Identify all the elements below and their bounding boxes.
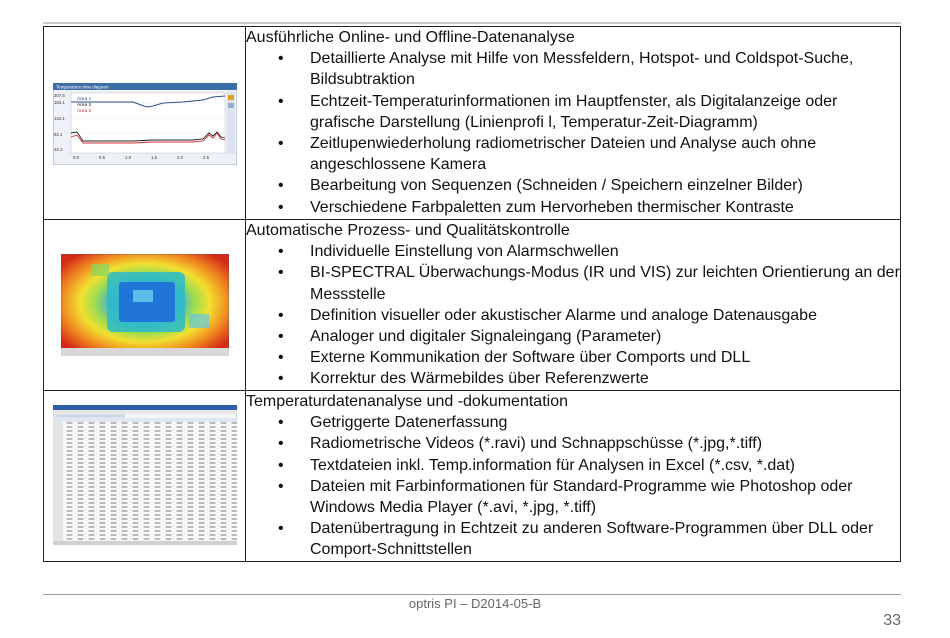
legend-area-1: Area 1 (76, 97, 91, 102)
x-tick: 0.0 (72, 155, 79, 160)
temperature-time-diagram-image (53, 83, 237, 165)
x-tick: 1.5 (150, 155, 157, 160)
section-heading: Ausführliche Online- und Offline-Datenanalyse (246, 29, 575, 46)
bullet-item: • Definition visueller oder akustischer Alarme und analoge Datenausgabe (278, 305, 900, 326)
bullet-item: • Individuelle Einstellung von Alarmschwellen (278, 241, 900, 262)
bullet-item: • Korrektur des Wärmebildes über Referenzwerte (278, 368, 900, 389)
bullet-list (246, 412, 900, 560)
thermal-image-thumbnail (61, 254, 229, 356)
y-tick: 84.1 (53, 132, 62, 137)
top-rule (43, 22, 901, 24)
text-cell-process-control (246, 220, 901, 391)
bullet-item: • Detaillierte Analyse mit Hilfe von Messfeldern, Hotspot- und Coldspot-Suche, Bildsubtraktion (278, 48, 900, 90)
bullet-item: • Textdateien inkl. Temp.information für Analysen in Excel (*.csv, *.dat) (278, 455, 900, 476)
x-tick: 2.5 (202, 155, 209, 160)
page-number: 33 (883, 612, 901, 629)
thumb-cell-data-documentation (44, 391, 246, 562)
text-cell-data-analysis (246, 27, 901, 220)
thermal-image (61, 254, 229, 356)
spreadsheet-image (53, 405, 237, 545)
text-cell-data-documentation (246, 391, 901, 562)
bullet-item: • Verschiedene Farbpaletten zum Hervorheben thermischer Kontraste (278, 197, 900, 218)
bullet-item: • Datenübertragung in Echtzeit zu anderen Software-Programmen über DLL oder Comport-Schnittstellen (278, 518, 900, 560)
bullet-item: • Analoger und digitaler Signaleingang (Parameter) (278, 326, 900, 347)
legend-area-3: Area 3 (76, 109, 91, 114)
bullet-item: • Zeitlupenwiederholung radiometrischer Dateien und Analyse auch ohne angeschlossene Kamera (278, 133, 900, 175)
x-tick: 2.0 (176, 155, 183, 160)
bullet-item: • Getriggerte Datenerfassung (278, 412, 900, 433)
y-tick: 34.1 (53, 147, 62, 152)
section-heading: Temperaturdatenanalyse und -dokumentation (246, 393, 568, 410)
legend-area-2: Area 2 (76, 103, 91, 108)
diagram-window-title: Temperature time diagram (55, 84, 109, 90)
bullet-item: • Bearbeitung von Sequenzen (Schneiden / Speichern einzelner Bilder) (278, 175, 900, 196)
y-tick: 184.1 (53, 100, 65, 105)
y-tick: 207.5 (53, 93, 65, 98)
bullet-item: • Dateien mit Farbinformationen für Standard-Programme wie Photoshop oder Windows Media Player (*.avi, *.jpg, *.tiff) (278, 476, 900, 518)
thumb-cell-process-control (44, 220, 246, 391)
bullet-list (246, 48, 900, 218)
bullet-list (246, 241, 900, 389)
row-data-documentation (44, 391, 901, 562)
footer-document-id: optris PI – D2014-05-B (408, 596, 542, 611)
y-tick: 134.1 (53, 116, 65, 121)
bullet-item: • BI-SPECTRAL Überwachungs-Modus (IR und VIS) zur leichten Orientierung an der Messstelle (278, 262, 900, 304)
spreadsheet-thumbnail (53, 405, 237, 545)
bullet-item: • Echtzeit-Temperaturinformationen im Hauptfenster, als Digitalanzeige oder grafische Darstellung (Linienprofi l, Temperatur-Zeit-Diagramm) (278, 91, 900, 133)
x-tick: 1.0 (124, 155, 131, 160)
thumb-cell-data-analysis (44, 27, 246, 220)
feature-table (43, 26, 901, 562)
bullet-item: • Externe Kommunikation der Software über Comports und DLL (278, 347, 900, 368)
bullet-item: • Radiometrische Videos (*.ravi) und Schnappschüsse (*.jpg,*.tiff) (278, 433, 900, 454)
footer-rule (43, 594, 901, 595)
x-tick: 0.5 (98, 155, 105, 160)
row-process-control (44, 220, 901, 391)
temperature-time-diagram-thumbnail (53, 83, 237, 165)
row-data-analysis (44, 27, 901, 220)
section-heading: Automatische Prozess- und Qualitätskontrolle (246, 222, 570, 239)
